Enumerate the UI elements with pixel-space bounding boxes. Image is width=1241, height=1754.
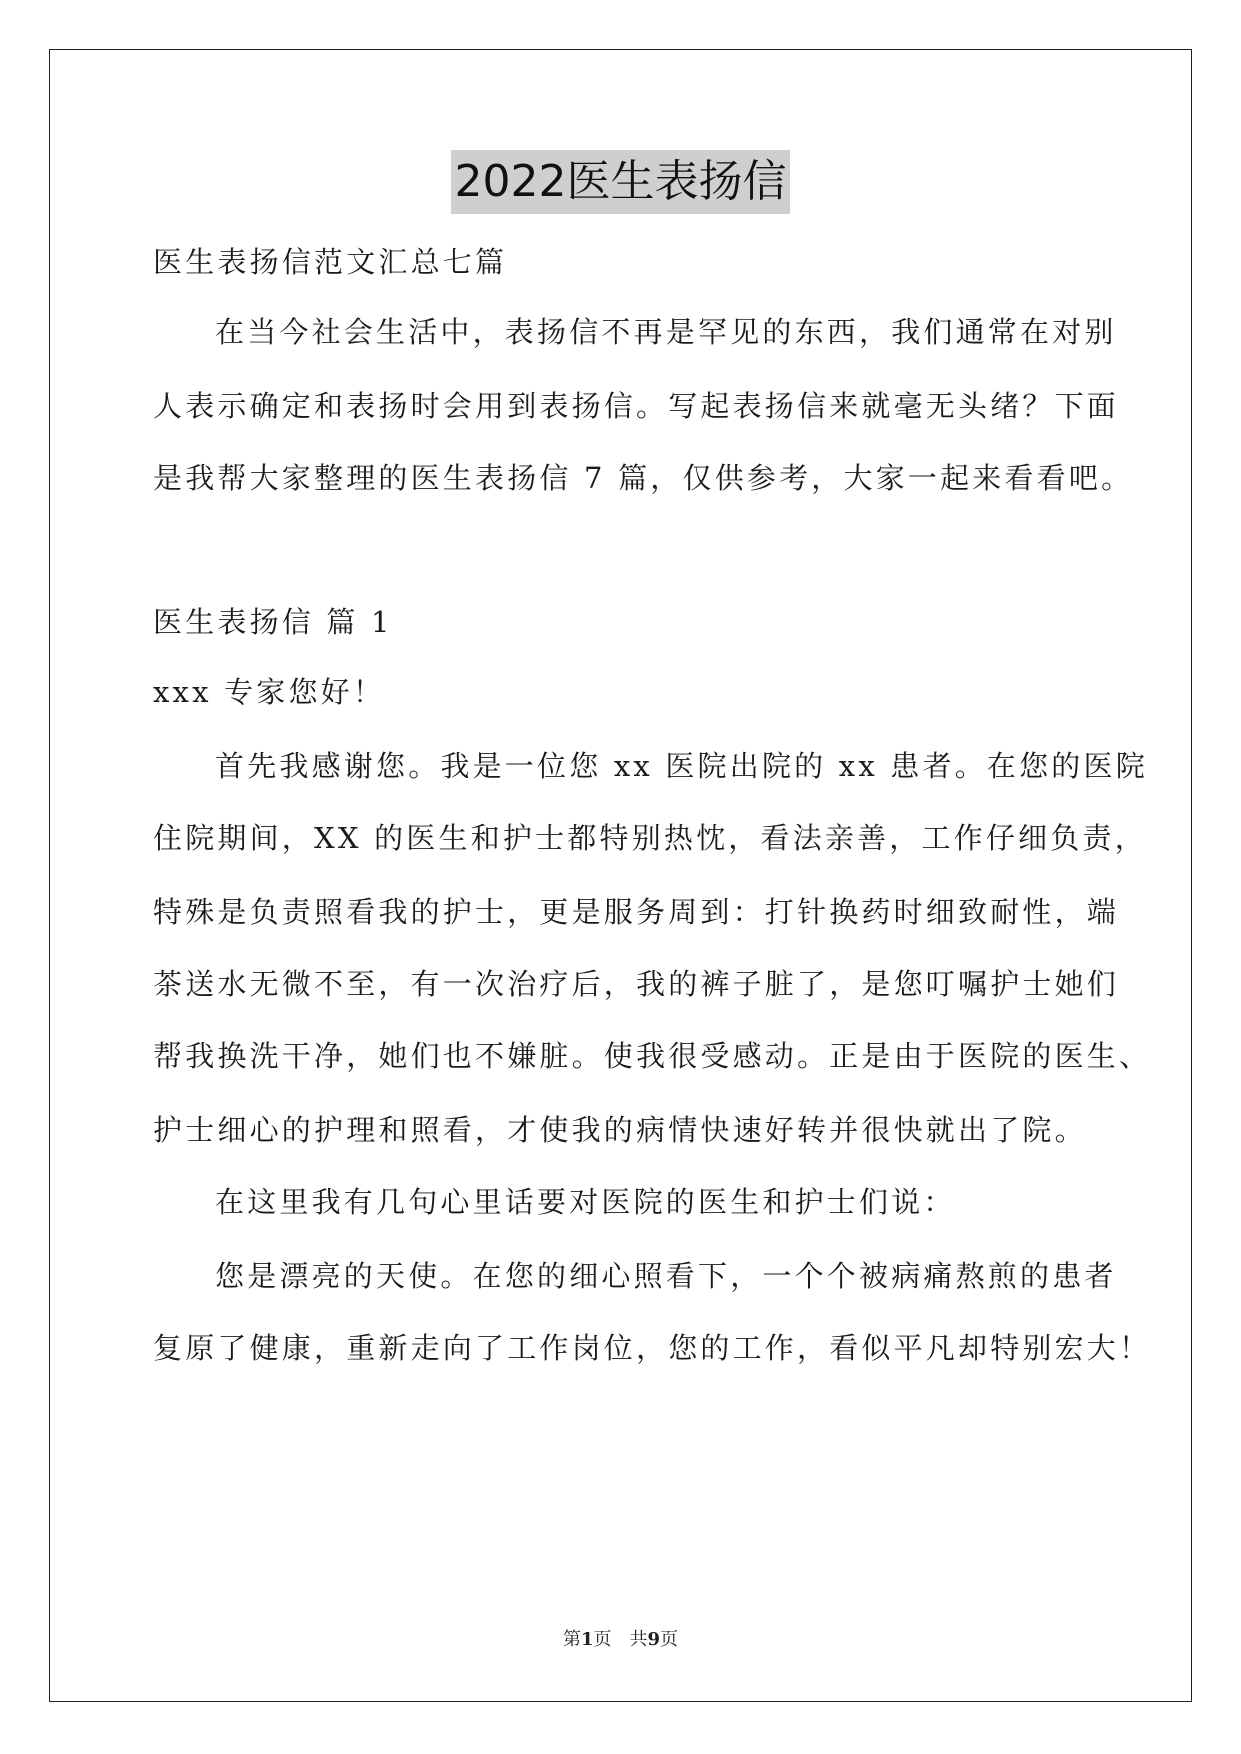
page-prefix: 第 bbox=[562, 1629, 581, 1650]
section-heading: 医生表扬信 篇 1 bbox=[153, 605, 393, 639]
intro-line: 是我帮大家整理的医生表扬信 7 篇，仅供参考，大家一起来看看吧。 bbox=[153, 461, 1134, 495]
page-footer bbox=[0, 1625, 1241, 1651]
paragraph-line: 特殊是负责照看我的护士，更是服务周到：打针换药时细致耐性，端 bbox=[153, 895, 1120, 929]
paragraph-line: 您是漂亮的天使。在您的细心照看下，一个个被病痛熬煎的患者 bbox=[215, 1259, 1117, 1293]
paragraph-line: 茶送水无微不至，有一次治疗后，我的裤子脏了，是您叮嘱护士她们 bbox=[153, 967, 1120, 1001]
page-mid: 页 共 bbox=[593, 1629, 648, 1650]
paragraph-line: 首先我感谢您。我是一位您 xx 医院出院的 xx 患者。在您的医院 bbox=[215, 749, 1148, 783]
page-suffix: 页 bbox=[660, 1629, 679, 1650]
paragraph-line: 帮我换洗干净，她们也不嫌脏。使我很受感动。正是由于医院的医生、 bbox=[153, 1039, 1152, 1073]
intro-line: 人表示确定和表扬时会用到表扬信。写起表扬信来就毫无头绪？下面 bbox=[153, 389, 1120, 423]
paragraph-line: 复原了健康，重新走向了工作岗位，您的工作，看似平凡却特别宏大！ bbox=[153, 1331, 1152, 1365]
title-wrap bbox=[0, 150, 1241, 214]
paragraph-line: 住院期间，XX 的医生和护士都特别热忱，看法亲善，工作仔细负责， bbox=[153, 821, 1147, 855]
document-title: 2022医生表扬信 bbox=[451, 150, 791, 214]
paragraph-line: 护士细心的护理和照看，才使我的病情快速好转并很快就出了院。 bbox=[153, 1113, 1087, 1147]
subtitle: 医生表扬信范文汇总七篇 bbox=[153, 245, 508, 279]
page-total: 9 bbox=[647, 1629, 661, 1650]
salutation: xxx 专家您好！ bbox=[153, 675, 386, 709]
page-current: 1 bbox=[580, 1629, 594, 1650]
paragraph-line: 在这里我有几句心里话要对医院的医生和护士们说： bbox=[215, 1185, 956, 1219]
page-border bbox=[49, 49, 1192, 1702]
intro-line: 在当今社会生活中，表扬信不再是罕见的东西，我们通常在对别 bbox=[215, 315, 1117, 349]
